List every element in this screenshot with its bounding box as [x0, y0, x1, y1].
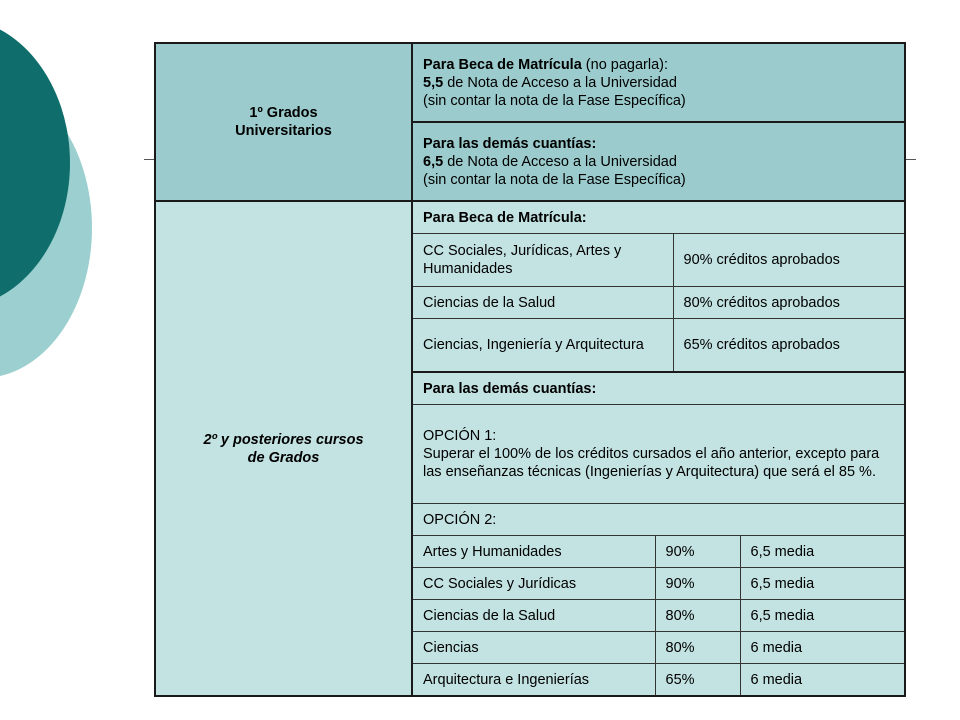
header-line: de Grados [247, 449, 320, 466]
area-cell: Arquitectura e Ingenierías [413, 664, 655, 696]
table-row [155, 43, 905, 122]
table-row [413, 504, 904, 536]
table-row [413, 234, 904, 287]
nota-description: de Nota de Acceso a la Universidad [443, 74, 677, 91]
area-cell: CC Sociales y Jurídicas [413, 568, 655, 600]
header-line: 1º Grados [249, 105, 318, 121]
area-cell: Ciencias [413, 632, 655, 664]
opcion-text: Superar el 100% de los créditos cursados el año anterior, excepto para las enseñanzas técnicas (Ingenierías y Arquitectura) que será el 85 %. [423, 446, 880, 480]
percent-cell: 90% [655, 568, 740, 600]
nota-value: 6,5 [423, 153, 444, 170]
requirement-cell: 90% créditos aprobados [673, 234, 904, 287]
nota-value: 5,5 [423, 74, 444, 91]
label-beca-matricula: Para Beca de Matrícula [423, 56, 582, 73]
header-line: 2º y posteriores cursos [203, 431, 364, 448]
label-demas-cuantias: Para las demás cuantías: [423, 135, 597, 152]
percent-cell: 65% [655, 664, 740, 696]
cell-posteriores-details [412, 201, 905, 696]
beca-matricula-table [413, 202, 904, 371]
percent-cell: 80% [655, 600, 740, 632]
area-cell: Ciencias de la Salud [413, 600, 655, 632]
table-row [413, 536, 904, 568]
demas-cuantias-table [413, 371, 904, 695]
label-beca-matricula: Para Beca de Matrícula: [413, 202, 904, 234]
scholarship-requirements-table [154, 42, 906, 697]
media-cell: 6,5 media [740, 568, 904, 600]
requirement-cell: 80% créditos aprobados [673, 287, 904, 319]
cell-beca-matricula-primer-curso [412, 43, 905, 122]
table-row [413, 568, 904, 600]
table-row [413, 287, 904, 319]
area-cell: Ciencias, Ingeniería y Arquitectura [413, 319, 673, 372]
nota-description: de Nota de Acceso a la Universidad [443, 153, 677, 170]
media-cell: 6 media [740, 632, 904, 664]
requirement-cell: 65% créditos aprobados [673, 319, 904, 372]
header-primer-curso [155, 43, 412, 201]
table-row [413, 319, 904, 372]
label-demas-cuantias: Para las demás cuantías: [413, 372, 904, 405]
nota-note: (sin contar la nota de la Fase Específica) [423, 92, 686, 109]
label-suffix: (no pagarla): [581, 56, 669, 73]
media-cell: 6 media [740, 664, 904, 696]
table-row [413, 632, 904, 664]
table-row [413, 664, 904, 696]
media-cell: 6,5 media [740, 600, 904, 632]
table-row [413, 202, 904, 234]
area-cell: CC Sociales, Jurídicas, Artes y Humanidades [413, 234, 673, 287]
table-row [413, 600, 904, 632]
area-cell: Ciencias de la Salud [413, 287, 673, 319]
table-row [155, 201, 905, 696]
opcion-title: OPCIÓN 2: [413, 504, 904, 536]
nota-note: (sin contar la nota de la Fase Específica) [423, 171, 686, 188]
opcion-1-cell [413, 405, 904, 504]
table-row [413, 405, 904, 504]
header-posteriores-cursos [155, 201, 412, 696]
cell-demas-cuantias-primer-curso [412, 122, 905, 201]
header-line: Universitarios [235, 123, 332, 139]
percent-cell: 80% [655, 632, 740, 664]
table-row [413, 372, 904, 405]
percent-cell: 90% [655, 536, 740, 568]
media-cell: 6,5 media [740, 536, 904, 568]
area-cell: Artes y Humanidades [413, 536, 655, 568]
opcion-title: OPCIÓN 1: [423, 428, 497, 444]
